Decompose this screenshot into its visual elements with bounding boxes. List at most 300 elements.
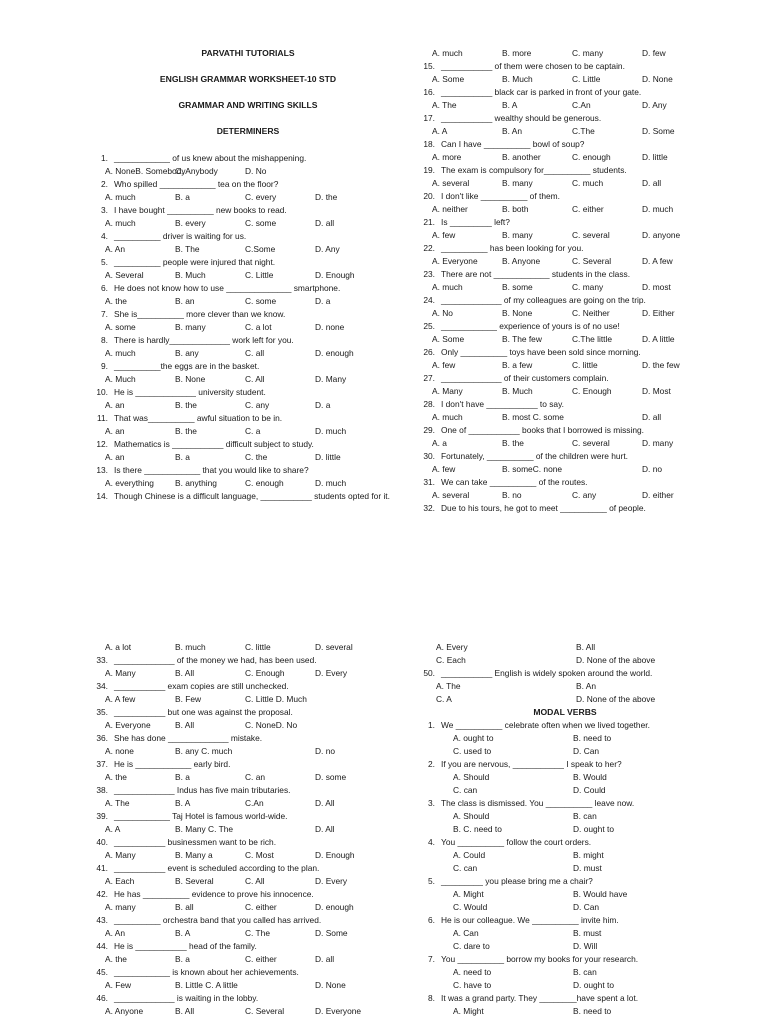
question-number: 1. [428,720,435,730]
answer-option: C.An [245,798,264,808]
answer-option: B. Few [175,694,202,704]
answer-options [88,719,408,732]
answer-option: C. All [245,374,265,384]
answer-option: A. A few [105,694,136,704]
question-text: _____________ of the money we had, has been used. [114,655,317,665]
answer-option: B. much [175,642,206,652]
answer-options [88,373,408,386]
answer-option: D. the [315,192,338,202]
answer-option: C. some [245,218,277,228]
question-text: He does not know how to use ______________ smartphone. [114,283,341,293]
answer-option: B. All [175,668,195,678]
answer-option: A. an [105,400,125,410]
question-text: _____________ is waiting in the lobby. [114,993,259,1003]
question-row [415,914,755,927]
question-row [415,398,755,411]
question-number: 18. [423,139,435,149]
answer-options [415,125,755,138]
question-text: We can take __________ of the routes. [441,477,588,487]
answer-option: A. Many [105,668,136,678]
answer-option: C. Each [436,655,466,665]
question-number: 31. [423,477,435,487]
worksheet-title: ENGLISH GRAMMAR WORKSHEET-10 STD [159,74,337,84]
question-row [88,758,408,771]
question-list-15-32 [415,60,755,515]
answer-option: B. a [175,192,190,202]
question-text: There are not ____________ students in the class. [441,269,631,279]
question-50 [415,667,755,706]
question-row [88,334,408,347]
question-text: _____________ of their customers complain. [441,373,609,383]
answer-option: A. No [432,308,453,318]
answer-options [415,203,755,216]
question-text: ____________ is known about her achievements. [114,967,299,977]
question-number: 25. [423,321,435,331]
answer-option: C. a lot [245,322,272,332]
question-number: 42. [96,889,108,899]
answer-options [415,437,755,450]
answer-option: B. might [573,850,604,860]
answer-option: D. many [642,438,674,448]
answer-option: B. Little C. A little [175,980,238,990]
question-text: He is our colleague. We __________ invite him. [441,915,619,925]
question-number: 50. [423,668,435,678]
question-row [415,242,755,255]
question-text: ____________ Taj Hotel is famous world-wide. [114,811,288,821]
answer-option: C. Several [245,1006,285,1016]
question-number: 4. [101,231,108,241]
answer-option: A. Might [453,889,484,899]
answer-options [88,347,408,360]
question-number: 46. [96,993,108,1003]
answer-option: A. several [432,490,470,500]
question-text: That was__________ awful situation to be in. [114,413,283,423]
answer-option: C. some [245,296,277,306]
answer-option: D. Could [573,785,606,795]
answer-option: C. dare to [453,941,490,951]
question-text: There is hardly_____________ work left for you. [114,335,294,345]
question-row [415,164,755,177]
question-number: 11. [96,413,108,423]
answer-option: A. Few [105,980,132,990]
question-row [415,424,755,437]
answer-options [88,217,408,230]
answer-option: B. None [175,374,206,384]
answer-option: A. An [105,928,126,938]
question-row [415,797,755,810]
question-text: __________ driver is waiting for us. [114,231,247,241]
answer-option: D. Enough [315,270,355,280]
answer-option: B. All [175,720,195,730]
answer-options [415,680,755,706]
answer-option: B. can [573,811,597,821]
answer-options [415,1005,755,1018]
question-text: _____________ Indus has five main tributaries. [114,785,291,795]
answer-option: A. more [432,152,462,162]
answer-options [88,425,408,438]
answer-option: C.The [572,126,595,136]
answer-option: D. Can [573,902,600,912]
question-number: 29. [423,425,435,435]
answer-option: A. few [432,464,456,474]
answer-options [88,927,408,940]
question-text: You __________ borrow my books for your research. [441,954,639,964]
answer-option: C. Little [572,74,601,84]
answer-options [88,771,408,784]
question-row [88,680,408,693]
answer-option: A. Everyone [105,720,151,730]
question-text: She has done _____________ mistake. [114,733,263,743]
question-49-options [415,641,755,667]
question-number: 7. [428,954,435,964]
question-text: Due to his tours, he got to meet __________ of people. [441,503,646,513]
answer-option: A. The [436,681,461,691]
answer-option: D. Either [642,308,675,318]
answer-option: A. much [105,218,136,228]
question-number: 45. [96,967,108,977]
answer-option: D. no [315,746,336,756]
question-text: The exam is compulsory for__________ students. [441,165,627,175]
question-text: __________ orchestra band that you called has arrived. [114,915,322,925]
question-text: __________ has been looking for you. [441,243,584,253]
answer-option: D. much [642,204,674,214]
answer-option: D. Any [315,244,340,254]
answer-option: B. A [175,928,191,938]
question-text: She is__________ more clever than we know. [114,309,286,319]
answer-options [415,73,755,86]
answer-option: C. The [245,928,270,938]
answer-option: D. No [245,166,267,176]
answer-options [88,823,408,836]
question-number: 21. [423,217,435,227]
answer-option: C. a [245,426,261,436]
answer-option: A. an [105,426,125,436]
answer-option: A. Every [436,642,468,652]
answer-option: D. Every [315,668,348,678]
answer-option: C. either [245,902,277,912]
question-row [415,667,755,680]
answer-options [88,849,408,862]
question-row [415,758,755,771]
question-text: Though Chinese is a difficult language, ___________ students opted for it. [114,491,390,501]
answer-option: B. no [502,490,522,500]
question-number: 10. [96,387,108,397]
question-number: 23. [423,269,435,279]
answer-option: C. much [572,178,604,188]
answer-option: B. need to [573,733,612,743]
answer-options [88,321,408,334]
question-number: 9. [101,361,108,371]
answer-option: D. all [315,218,335,228]
answer-option: D. either [642,490,674,500]
answer-option: C. several [572,230,610,240]
answer-option: A. A [105,824,121,834]
answer-options [415,229,755,242]
question-text: ___________ wealthy should be generous. [441,113,602,123]
answer-options [415,359,755,372]
answer-option: D. a [315,400,331,410]
question-row [88,862,408,875]
question-text: He is _____________ university student. [114,387,266,397]
question-row [88,412,408,425]
question-text: ___________ English is widely spoken around the world. [441,668,653,678]
answer-option: B. someC. none [502,464,563,474]
question-number: 4. [428,837,435,847]
answer-option: D. all [642,178,662,188]
modal-verbs-title: MODAL VERBS [533,707,597,717]
question-text: We __________ celebrate often when we lived together. [441,720,650,730]
answer-option: B. Much [502,74,533,84]
question-row [88,810,408,823]
answer-option: C. Anybody [175,166,218,176]
answer-option: C. All [245,876,265,886]
answer-option: C. used to [453,746,492,756]
question-row [88,836,408,849]
question-row [88,706,408,719]
question-list-33-46 [88,654,408,1018]
answer-option: B. an [175,296,195,306]
answer-options [415,177,755,190]
answer-options [415,489,755,502]
answer-option: D. the few [642,360,680,370]
question-number: 13. [96,465,108,475]
question-14-options [415,47,755,60]
answer-option: B. both [502,204,529,214]
answer-option: C. many [572,48,604,58]
question-number: 2. [101,179,108,189]
question-number: 41. [96,863,108,873]
answer-option: A. few [432,360,456,370]
answer-options [88,745,408,758]
answer-option: B. All [175,1006,195,1016]
question-number: 12. [96,439,108,449]
question-text: Fortunately, __________ of the children were hurt. [441,451,629,461]
answer-option: D. none [315,322,345,332]
answer-options [88,477,408,490]
question-row [88,732,408,745]
answer-option: C. many [572,282,604,292]
answer-option: A. much [432,412,463,422]
question-row [415,836,755,849]
answer-option: D. Some [642,126,675,136]
question-list-1-14 [88,152,408,503]
topic-title: DETERMINERS [216,126,280,136]
answer-option: A. NoneB. Somebody [105,166,186,176]
answer-option: B. Many a [175,850,213,860]
answer-option: B. Would have [573,889,628,899]
answer-option: A. Each [105,876,135,886]
answer-option: A. a [432,438,447,448]
answer-option [572,411,642,424]
answer-option: C. NoneD. No [245,720,298,730]
answer-option: B. The [175,244,200,254]
answer-option: C. any [245,400,270,410]
answer-option: B. need to [573,1006,612,1016]
question-row [88,914,408,927]
answer-option: A. none [105,746,134,756]
answer-option: C. can [453,863,478,873]
answer-options [88,693,408,706]
section-title: GRAMMAR AND WRITING SKILLS [178,100,318,110]
question-row [415,190,755,203]
answer-option: B. many [502,178,533,188]
answer-option: A. Anyone [105,1006,144,1016]
question-row [415,502,755,515]
question-number: 37. [96,759,108,769]
question-text: _____________ of my colleagues are going on the trip. [441,295,646,305]
answer-option: C. Most [245,850,274,860]
question-text: Mathematics is ___________ difficult subject to study. [114,439,314,449]
question-text: ____________ experience of yours is of no use! [441,321,620,331]
answer-option: A. few [432,230,456,240]
question-row [415,320,755,333]
question-text: ___________ businessmen want to be rich. [114,837,277,847]
answer-option: C. have to [453,980,492,990]
question-row [415,346,755,359]
question-text: He is ___________ head of the family. [114,941,257,951]
answer-option: D. much [315,478,347,488]
answer-options [415,151,755,164]
answer-option: D. ought to [573,980,614,990]
answer-option: D. None [315,980,346,990]
question-number: 43. [96,915,108,925]
answer-options [415,333,755,346]
answer-option: A. everything [105,478,154,488]
answer-option: C. Little D. Much [245,694,307,704]
question-row [88,308,408,321]
answer-option: B. must [573,928,602,938]
answer-option: B. The few [502,334,542,344]
answer-option: A. neither [432,204,468,214]
answer-option: B. Anyone [502,256,541,266]
institute-title: PARVATHI TUTORIALS [201,48,295,58]
answer-options [415,281,755,294]
answer-option: B. An [502,126,523,136]
answer-option: D. a [315,296,331,306]
answer-option: A. The [432,100,457,110]
answer-options [88,243,408,256]
answer-option: A. Much [105,374,136,384]
answer-option [572,463,642,476]
question-number: 26. [423,347,435,357]
question-text: It was a grand party. They ________have spent a lot. [441,993,639,1003]
question-row [88,888,408,901]
question-number: 24. [423,295,435,305]
answer-option: D. Any [642,100,667,110]
answer-options [415,732,755,758]
question-number: 16. [423,87,435,97]
answer-options [415,411,755,424]
answer-option: B. the [175,400,197,410]
question-text: If you are nervous, ___________ I speak to her? [441,759,622,769]
question-row [88,490,408,503]
question-number: 8. [101,335,108,345]
answer-option: B. every [175,218,206,228]
answer-options [88,1005,408,1018]
answer-option: A. The [105,798,130,808]
answer-options [415,463,755,476]
question-row [415,138,755,151]
answer-options [88,979,408,992]
answer-option: B. any C. much [175,746,233,756]
question-text: __________the eggs are in the basket. [114,361,260,371]
answer-option: C. every [245,192,277,202]
answer-option: D. anyone [642,230,681,240]
question-text: You __________ follow the court orders. [441,837,592,847]
question-text: Who spilled ____________ tea on the floor? [114,179,279,189]
answer-option: D. some [315,772,347,782]
question-row [415,372,755,385]
answer-option: A. Can [453,928,479,938]
question-text: Can I have __________ bowl of soup? [441,139,585,149]
answer-option: C. Little [245,270,274,280]
answer-option: B. Much [175,270,206,280]
answer-option: C. little [572,360,598,370]
answer-options [415,966,755,992]
answer-option: C. Several [572,256,612,266]
question-row [88,360,408,373]
question-number: 35. [96,707,108,717]
bottom-right-column [415,641,755,1018]
question-number: 5. [428,876,435,886]
question-number: 5. [101,257,108,267]
answer-option: C. Enough [245,668,285,678]
question-row [88,178,408,191]
answer-option: D. must [573,863,602,873]
answer-option: A. need to [453,967,492,977]
answer-option: C. any [572,490,597,500]
question-row [415,953,755,966]
answer-option: A. Many [105,850,136,860]
answer-option: C. can [453,785,478,795]
answer-option: A. the [105,296,127,306]
question-number: 44. [96,941,108,951]
answer-options [415,888,755,914]
answer-option: C. either [245,954,277,964]
question-number: 3. [101,205,108,215]
question-text: I don't like __________ of them. [441,191,560,201]
answer-option: A. Everyone [432,256,478,266]
answer-options [415,927,755,953]
answer-option: A. the [105,772,127,782]
question-number: 27. [423,373,435,383]
question-row [88,940,408,953]
answer-option: A. many [105,902,136,912]
answer-option: D. Every [315,876,348,886]
question-text: Is _________ left? [441,217,510,227]
answer-option: B. the [175,426,197,436]
answer-option: A. much [105,348,136,358]
answer-option: C. enough [245,478,284,488]
answer-option: B. anything [175,478,217,488]
answer-option: D. most [642,282,671,292]
answer-options [415,385,755,398]
question-text: __________ people were injured that night. [114,257,276,267]
answer-option: D. no [642,464,663,474]
answer-option: D. ought to [573,824,614,834]
answer-option: D. Will [573,941,598,951]
answer-options [415,849,755,875]
answer-option: A. A [432,126,448,136]
answer-option: B. a [175,772,190,782]
answer-options [88,667,408,680]
answer-options [88,399,408,412]
question-text: ___________ black car is parked in front of your gate. [441,87,642,97]
answer-option: A. Many [432,386,463,396]
answer-option: D. All [315,824,335,834]
question-number: 7. [101,309,108,319]
question-row [415,112,755,125]
